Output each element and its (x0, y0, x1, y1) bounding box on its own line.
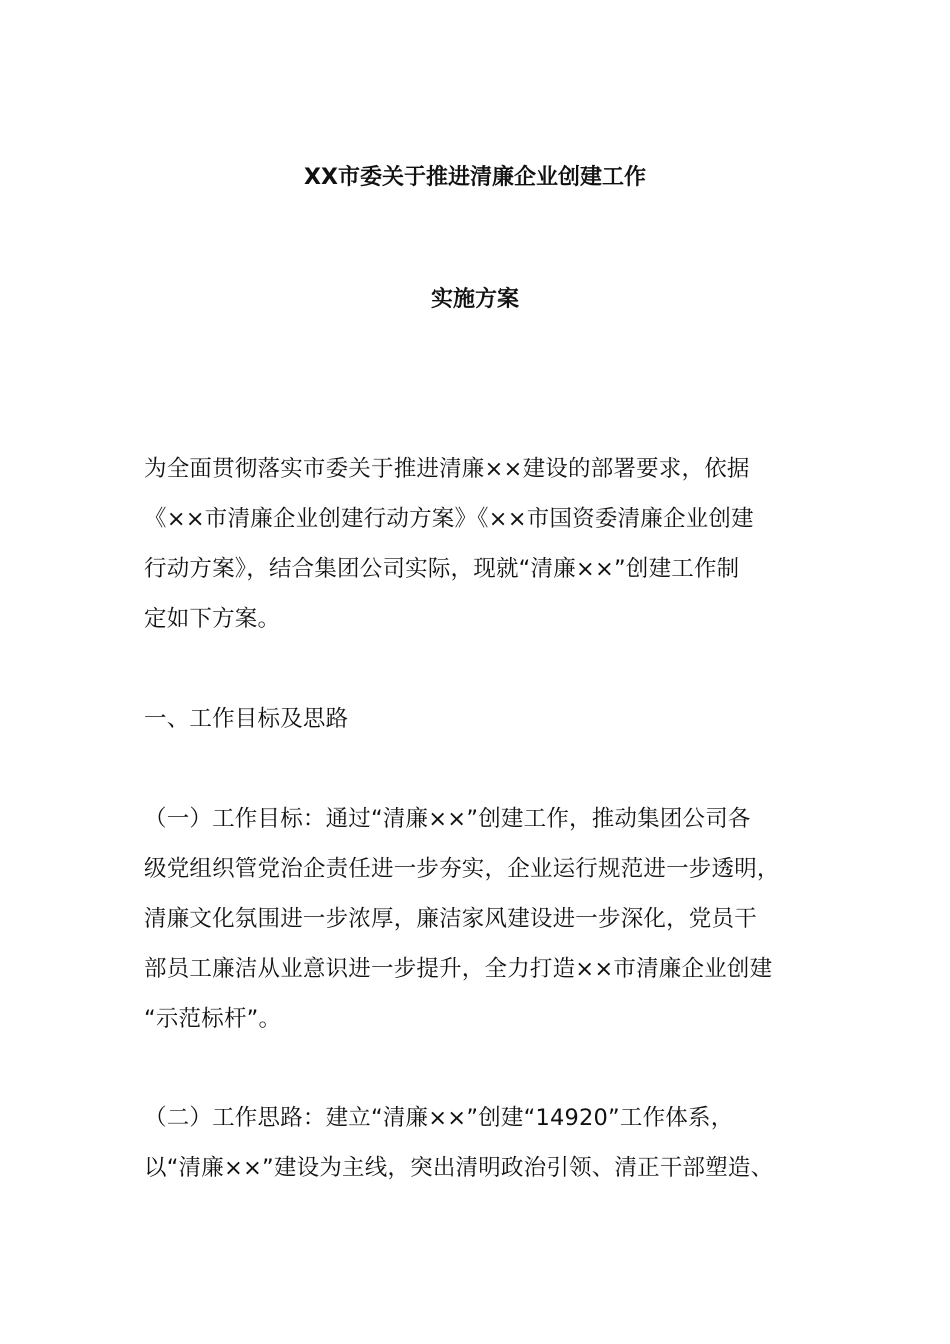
intro-line: 《××市清廉企业创建行动方案》《××市国资委清廉企业创建 (144, 506, 754, 532)
document-title-line-2: 实施方案 (430, 287, 519, 312)
goal-line: “示范标杆”。 (144, 1006, 282, 1032)
goal-line: 部员工廉洁从业意识进一步提升，全力打造××市清廉企业创建 (144, 956, 773, 982)
goal-line: （一）工作目标：通过“清廉××”创建工作，推动集团公司各 (144, 806, 751, 832)
approach-line: （二）工作思路：建立“清廉××”创建“14920”工作体系， (144, 1105, 734, 1131)
goal-line: 清廉文化氛围进一步浓厚，廉洁家风建设进一步深化，党员干 (144, 906, 757, 932)
intro-line: 为全面贯彻落实市委关于推进清廉××建设的部署要求，依据 (144, 456, 750, 482)
document-title-line-1: XX市委关于推进清廉企业创建工作 (304, 165, 646, 190)
goal-line: 级党组织管党治企责任进一步夯实，企业运行规范进一步透明， (144, 856, 780, 882)
intro-line: 定如下方案。 (144, 606, 281, 632)
intro-line: 行动方案》，结合集团公司实际，现就“清廉××”创建工作制 (144, 556, 740, 582)
approach-line: 以“清廉××”建设为主线，突出清明政治引领、清正干部塑造、 (144, 1155, 774, 1181)
section-1-heading: 一、工作目标及思路 (144, 706, 349, 732)
